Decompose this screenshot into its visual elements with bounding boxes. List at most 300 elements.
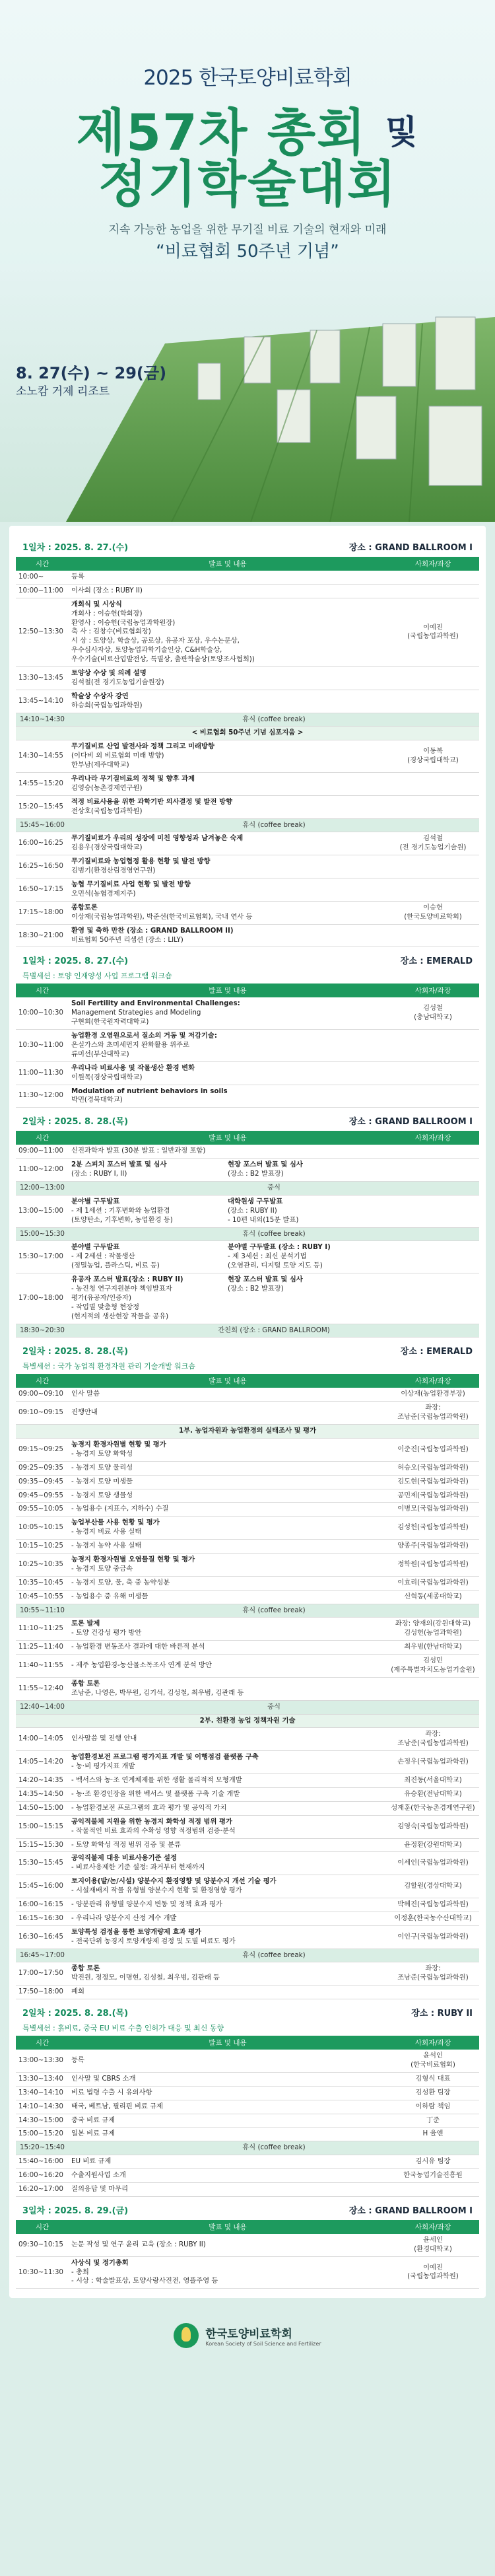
schedule-room: 장소 : GRAND BALLROOM I — [348, 1117, 473, 1127]
chair-cell: 손정우(국립농업과학원) — [387, 1751, 479, 1774]
chair-cell — [387, 1085, 479, 1108]
table-row — [16, 2086, 479, 2100]
event-venue: 소노캄 거제 리조트 — [16, 385, 110, 398]
program-area — [0, 522, 495, 2298]
schedule-note: 특별세션 : 흙비료, 중국 EU 비료 수출 인허가 대응 및 최신 동향 — [22, 2024, 224, 2033]
table-row — [16, 1402, 479, 1425]
session-row — [16, 1425, 479, 1439]
table-header-row — [16, 984, 479, 997]
content-cell: - 농업용수 (지표수, 지하수) 수질 — [69, 1503, 387, 1517]
table-row — [16, 878, 479, 902]
time-cell: 13:30~13:40 — [16, 2072, 69, 2086]
time-cell: 12:40~14:00 — [16, 1700, 69, 1714]
chair-cell — [387, 1677, 479, 1700]
time-cell: 09:45~09:55 — [16, 1489, 69, 1503]
chair-cell: 윤정환(강원대학교) — [387, 1838, 479, 1852]
content-cell: - 농경지 토양 물리성 — [69, 1461, 387, 1475]
content-cell: 우리나라 무기질비료의 정책 및 향후 과제 김영승(농촌경제연구원) — [69, 773, 387, 796]
two-column-content — [71, 1198, 384, 1225]
time-cell: 14:55~15:20 — [16, 773, 69, 796]
hero-subtitle: 지속 가능한 농업을 위한 무기질 비료 기술의 현재와 미래 — [108, 223, 387, 236]
chair-cell: 최우범(한남대학교) — [387, 1641, 479, 1655]
content-cell: 인사말 및 CBRS 소개 — [69, 2072, 387, 2086]
time-cell: 14:35~14:50 — [16, 1787, 69, 1801]
table-row — [16, 924, 479, 947]
schedule-header — [16, 1338, 479, 1361]
time-cell: 10:00~10:30 — [16, 997, 69, 1029]
table-header-row — [16, 1131, 479, 1145]
table-row — [16, 901, 479, 924]
time-cell: 16:20~17:00 — [16, 2182, 69, 2196]
column-header: 사회자/좌장 — [387, 1131, 479, 1145]
chair-cell: 한국농업기술진흥원 — [387, 2169, 479, 2183]
time-cell: 09:25~09:35 — [16, 1461, 69, 1475]
event-date: 8. 27(수) ~ 29(금) — [16, 364, 167, 382]
table-row — [16, 1986, 479, 1999]
time-cell: 18:30~20:30 — [16, 1324, 69, 1338]
break-row — [16, 1949, 479, 1962]
content-cell: 환영 및 축하 만찬 (장소 : GRAND BALLROOM II) 비료협회 50주년 리셉션 (장소 : LILY) — [69, 924, 387, 947]
schedule-table — [16, 1374, 479, 1999]
hero-top-line: 2025 한국토양비료학회 — [143, 66, 352, 90]
chair-cell: 이병모(국립농업과학원) — [387, 1503, 479, 1517]
time-cell: 10:25~10:35 — [16, 1554, 69, 1577]
chair-cell — [387, 1986, 479, 1999]
content-cell: 토양특성 검정을 통한 토양개량제 효과 평가 - 전국단위 농경지 토양개량제 검정 및 도별 비료도 평가 — [69, 1925, 387, 1949]
time-cell: 16:00~16:25 — [16, 832, 69, 855]
society-name-en: Korean Society of Soil Science and Fertilizer — [205, 2341, 321, 2347]
break-cell: 휴식 (coffee break) — [69, 1949, 479, 1962]
schedule-day: 1일차 : 2025. 8. 27.(수) — [22, 543, 129, 553]
chair-cell: 좌장: 조남준(국립농업과학원) — [387, 1402, 479, 1425]
table-row — [16, 1061, 479, 1085]
content-cell: 농경지 환경자원별 현황 및 평가 - 농경지 토양 화학성 — [69, 1439, 387, 1462]
break-cell: 휴식 (coffee break) — [69, 818, 479, 832]
time-cell: 13:40~14:10 — [16, 2086, 69, 2100]
two-column-content — [71, 1243, 384, 1271]
time-cell: 10:00~11:00 — [16, 584, 69, 598]
chair-cell: 이정훈(한국농수산대학교) — [387, 1912, 479, 1925]
time-cell: 15:40~16:00 — [16, 2155, 69, 2169]
column-header: 시간 — [16, 1374, 69, 1388]
break-row — [16, 818, 479, 832]
hero-title-1: 제57차 총회 및 — [76, 103, 419, 162]
chair-cell: 김성헌(국립농업과학원) — [387, 1517, 479, 1540]
table-row — [16, 571, 479, 584]
chair-cell: 김형식 대표 — [387, 2072, 479, 2086]
table-row — [16, 1085, 479, 1108]
content-cell: 농경지 환경자원별 오염물질 현황 및 평가 - 농경지 토양 중금속 — [69, 1554, 387, 1577]
chair-cell: 성재훈(한국농촌경제연구원) — [387, 1801, 479, 1815]
time-cell: 10:00~ — [16, 571, 69, 584]
content-cell: 농업환경보전 프로그램 평가지표 개발 및 이행점검 플랫폼 구축 - 농·비 평가지표 개발 — [69, 1751, 387, 1774]
content-cell: 농업부산물 사용 현황 및 평가 - 농경지 비료 사용 실태 — [69, 1517, 387, 1540]
time-cell: 13:45~14:10 — [16, 690, 69, 713]
chair-cell: 이승헌 (한국토양비료학회) — [387, 901, 479, 924]
table-row — [16, 1618, 479, 1641]
schedule-table — [16, 984, 479, 1108]
column-header: 사회자/좌장 — [387, 1374, 479, 1388]
time-cell: 15:00~15:20 — [16, 2128, 69, 2141]
table-row — [16, 855, 479, 878]
table-row — [16, 1801, 479, 1815]
content-cell: 적정 비료사용을 위한 과학기반 의사결정 및 발전 방향 전상호(국립농업과학원) — [69, 795, 387, 818]
schedule-day: 2일차 : 2025. 8. 28.(목) — [22, 2009, 129, 2019]
chair-cell: 김도현(국립농업과학원) — [387, 1475, 479, 1489]
content-cell: 공익적불체 지원을 위한 농경지 화학성 적정 범위 평가 - 작물적인 비료 효과의 수확성 영향 적정범위 검증·분석 — [69, 1815, 387, 1838]
chair-cell — [387, 584, 479, 598]
schedule-note: 특별세션 : 토양 인재양성 사업 프로그램 워크숍 — [22, 972, 172, 981]
table-row — [16, 1751, 479, 1774]
break-cell: 휴식 (coffee break) — [69, 1604, 479, 1618]
time-cell: 09:15~09:25 — [16, 1439, 69, 1462]
time-cell: 15:45~16:00 — [16, 818, 69, 832]
content-cell: 일본 비료 규제 — [69, 2128, 387, 2141]
table-row — [16, 1273, 479, 1324]
schedule-table — [16, 2220, 479, 2289]
content-cell: - 농업환경보전 프로그램의 효과 평가 및 공익적 가치 — [69, 1801, 387, 1815]
time-cell: 14:50~15:00 — [16, 1801, 69, 1815]
content-cell: 태국, 베트남, 필리핀 비료 규제 — [69, 2100, 387, 2114]
table-row — [16, 997, 479, 1029]
chair-cell — [387, 1195, 479, 1227]
content-column: 유공자 포스터 발표(장소 : RUBY II) - 농진청 연구지원분야 책임발표자 평가(유공자/인증자) - 작업별 맞춤형 현장정 (현지적의 생산현장 작물을 공유) — [71, 1275, 183, 1320]
time-cell: 14:10~14:30 — [16, 2100, 69, 2114]
content-column: 분야별 구두발표 (장소 : RUBY I) - 제 3세션 : 최신 분석기법 (오염관리, 디지털 토양 지도 등) — [228, 1243, 331, 1270]
table-row — [16, 1554, 479, 1577]
table-row — [16, 2072, 479, 2086]
break-row — [16, 713, 479, 727]
column-header: 사회자/좌장 — [387, 2220, 479, 2234]
time-cell: 15:45~16:00 — [16, 1875, 69, 1898]
column-header: 시간 — [16, 557, 69, 571]
break-row — [16, 2141, 479, 2155]
content-cell: - 농경지 농약 사용 실태 — [69, 1540, 387, 1554]
table-row — [16, 832, 479, 855]
content-cell: 이사회 (장소 : RUBY II) — [69, 584, 387, 598]
break-cell: 휴식 (coffee break) — [69, 2141, 479, 2155]
time-cell: 09:10~09:15 — [16, 1402, 69, 1425]
table-row — [16, 1655, 479, 1678]
content-cell: 무기질비료 산업 발전사와 정책 그리고 미래방향 (이다비 외 비료협회 미래 방향) 한부남(제주대학교) — [69, 740, 387, 773]
chair-cell: 김성철 (충남대학교) — [387, 997, 479, 1029]
schedule-day: 3일차 : 2025. 8. 29.(금) — [22, 2205, 129, 2216]
column-header: 시간 — [16, 1131, 69, 1145]
time-cell: 15:20~15:45 — [16, 795, 69, 818]
content-cell: 사상식 및 정기총회 - 총회 - 시상 : 학술발표상, 토양사랑사진전, 영플주영 등 — [69, 2256, 387, 2289]
table-row — [16, 690, 479, 713]
content-cell: 무기질비료와 농업협정 활용 현황 및 발전 방향 김범기(환경산림경영연구원) — [69, 855, 387, 878]
content-cell: - 농경지 토양 미생물 — [69, 1475, 387, 1489]
schedule-note: 특별세션 : 국가 농업적 환경자원 관리 기술개발 워크숍 — [22, 1362, 195, 1371]
content-cell: 토지이용(밭/논/시설) 양분수지 환경영향 및 양분수지 개선 기술 평가 - 시설재배지 작물 유형별 양분수지 현황 및 환경영향 평가 — [69, 1875, 387, 1898]
time-cell: 11:30~12:00 — [16, 1085, 69, 1108]
time-cell: 16:15~16:30 — [16, 1912, 69, 1925]
time-cell: 15:30~17:00 — [16, 1241, 69, 1273]
hero-quote: “비료협회 50주년 기념” — [156, 242, 339, 262]
column-header: 발표 및 내용 — [69, 2220, 387, 2234]
time-cell: 14:10~14:30 — [16, 713, 69, 727]
chair-cell: 양종주(국립농업과학원) — [387, 1540, 479, 1554]
table-row — [16, 1875, 479, 1898]
table-row — [16, 1774, 479, 1788]
time-cell: 15:20~15:40 — [16, 2141, 69, 2155]
time-cell: 17:50~18:00 — [16, 1986, 69, 1999]
column-header: 발표 및 내용 — [69, 1131, 387, 1145]
time-cell: 15:15~15:30 — [16, 1838, 69, 1852]
table-row — [16, 1145, 479, 1158]
chair-cell: 이예진 (국립농업과학원) — [387, 598, 479, 666]
table-row — [16, 2169, 479, 2183]
chair-cell — [387, 1145, 479, 1158]
schedule-table — [16, 1131, 479, 1338]
table-row — [16, 1590, 479, 1604]
table-row — [16, 1489, 479, 1503]
chair-cell — [387, 690, 479, 713]
chair-cell — [387, 1030, 479, 1062]
table-row — [16, 584, 479, 598]
time-cell: 13:30~13:45 — [16, 667, 69, 690]
time-cell: 10:05~10:15 — [16, 1517, 69, 1540]
break-cell: 중식 — [69, 1181, 479, 1195]
break-cell: 휴식 (coffee break) — [69, 713, 479, 727]
time-cell: 11:55~12:40 — [16, 1677, 69, 1700]
chair-cell — [387, 924, 479, 947]
time-cell: 14:20~14:35 — [16, 1774, 69, 1788]
chair-cell — [387, 1159, 479, 1182]
chair-cell — [387, 1273, 479, 1324]
time-cell: 17:15~18:00 — [16, 901, 69, 924]
content-cell — [69, 1241, 387, 1273]
content-cell: 공익직불제 대응 비료사용기준 설정 - 비료사용제한 기준 설정: 과거부터 현재까지 — [69, 1852, 387, 1875]
table-row — [16, 2114, 479, 2128]
time-cell: 10:35~10:45 — [16, 1576, 69, 1590]
schedule-room: 장소 : GRAND BALLROOM I — [348, 2205, 473, 2216]
time-cell: 13:00~13:30 — [16, 2050, 69, 2072]
chair-cell: 이동복 (경상국립대학교) — [387, 740, 479, 773]
time-cell: 16:00~16:15 — [16, 1898, 69, 1912]
break-row — [16, 1604, 479, 1618]
chair-cell — [387, 1061, 479, 1085]
chair-cell — [387, 795, 479, 818]
chair-cell — [387, 878, 479, 902]
chair-cell — [387, 667, 479, 690]
content-cell: - 우리나라 양분수지 산정 계수 개발 — [69, 1912, 387, 1925]
chair-cell — [387, 2182, 479, 2196]
chair-cell — [387, 1241, 479, 1273]
column-header: 발표 및 내용 — [69, 557, 387, 571]
chair-cell: 좌장: 양재의(강원대학교) 김성헌(농업과학원) — [387, 1618, 479, 1641]
table-row — [16, 1388, 479, 1401]
table-row — [16, 1461, 479, 1475]
chair-cell: 이상재(농업환경부장) — [387, 1388, 479, 1401]
content-cell: 질의응답 및 마무리 — [69, 2182, 387, 2196]
program-card — [9, 526, 486, 2298]
table-row — [16, 1195, 479, 1227]
time-cell: 11:00~11:30 — [16, 1061, 69, 1085]
table-row — [16, 2050, 479, 2072]
schedule-header — [16, 2197, 479, 2220]
schedule-header — [16, 947, 479, 970]
content-column: 2분 스피치 포스터 발표 및 심사 (장소 : RUBY I, II) — [71, 1161, 167, 1178]
content-cell: - 농·조 환경인장을 위한 벡서스 및 플랫폼 구축 기술 개발 — [69, 1787, 387, 1801]
content-column: 현장 포스터 발표 및 심사 (장소 : B2 발표장) — [228, 1275, 303, 1293]
schedule-header — [16, 534, 479, 557]
schedule-table — [16, 557, 479, 947]
table-row — [16, 740, 479, 773]
table-row — [16, 773, 479, 796]
table-row — [16, 1159, 479, 1182]
content-cell: 신진과학자 발표 (30분 발표 : 일반과정 포함) — [69, 1145, 387, 1158]
chair-cell: H 율엔 — [387, 2128, 479, 2141]
chair-cell: 윤세인 (환경대학교) — [387, 2234, 479, 2256]
column-header: 시간 — [16, 2036, 69, 2050]
table-row — [16, 2128, 479, 2141]
break-cell: < 비료협회 50주년 기념 심포지움 > — [16, 727, 479, 740]
table-row — [16, 2234, 479, 2256]
time-cell: 14:00~14:05 — [16, 1728, 69, 1751]
content-cell: 인사말씀 및 진행 안내 — [69, 1728, 387, 1751]
time-cell: 14:30~15:00 — [16, 2114, 69, 2128]
table-row — [16, 1787, 479, 1801]
content-cell: 논문 작성 및 연구 윤리 교육 (장소 : RUBY II) — [69, 2234, 387, 2256]
chair-cell: 신혁동(세종대학교) — [387, 1590, 479, 1604]
time-cell: 12:50~13:30 — [16, 598, 69, 666]
table-row — [16, 1728, 479, 1751]
column-header: 사회자/좌장 — [387, 984, 479, 997]
content-cell: - 제주 농업환경-농산물소독조사 연계 분석 방안 — [69, 1655, 387, 1678]
break-cell: 1부. 농업자원과 농업환경의 실태조사 및 평가 — [16, 1425, 479, 1439]
content-cell: - 농경지 토양, 물, 축 중 농약성분 — [69, 1576, 387, 1590]
time-cell: 12:00~13:00 — [16, 1181, 69, 1195]
table-header-row — [16, 557, 479, 571]
chair-cell: 이하람 책임 — [387, 2100, 479, 2114]
content-cell: 토양상 수상 및 의례 설명 김석철(전 경기도농업기술원장) — [69, 667, 387, 690]
break-row — [16, 1227, 479, 1241]
column-header: 사회자/좌장 — [387, 2036, 479, 2050]
content-cell: 중국 비료 규제 — [69, 2114, 387, 2128]
chair-cell: 최진동(서울대학교) — [387, 1774, 479, 1788]
chair-cell: 김할원(경상대학교) — [387, 1875, 479, 1898]
schedule-day: 1일차 : 2025. 8. 27.(수) — [22, 956, 129, 967]
time-cell: 16:00~16:20 — [16, 2169, 69, 2183]
hero-title-2: 정기학술대회 — [98, 155, 397, 213]
table-row — [16, 1925, 479, 1949]
break-row — [16, 1700, 479, 1714]
schedule-day: 2일차 : 2025. 8. 28.(목) — [22, 1347, 129, 1357]
schedule-header — [16, 1108, 479, 1131]
content-cell: - 농업용수 중 유해 미생물 — [69, 1590, 387, 1604]
time-cell: 17:00~18:00 — [16, 1273, 69, 1324]
chair-cell: 김시유 팀장 — [387, 2155, 479, 2169]
content-cell: 농협 무기질비료 사업 현황 및 발전 방향 오민석(농협경제지주) — [69, 878, 387, 902]
table-row — [16, 1475, 479, 1489]
content-cell: 등록 — [69, 2050, 387, 2072]
time-cell: 15:30~15:45 — [16, 1852, 69, 1875]
content-cell: 종합 토론 박진원, 정정모, 이명현, 김성철, 최우범, 김관래 등 — [69, 1962, 387, 1986]
break-cell: 중식 — [69, 1700, 479, 1714]
session-row — [16, 727, 479, 740]
column-header: 발표 및 내용 — [69, 984, 387, 997]
content-cell: Modulation of nutrient behaviors in soils 박민(경북대학교) — [69, 1085, 387, 1108]
footer — [0, 2307, 495, 2377]
content-column: 분야별 구두발표 - 제 1세션 : 기후변화와 농업환경 (토양탄소, 기후변화, 농업환경 등) — [71, 1197, 173, 1224]
table-header-row — [16, 2036, 479, 2050]
schedule-room: 장소 : EMERALD — [400, 1347, 473, 1357]
time-cell: 09:00~09:10 — [16, 1388, 69, 1401]
time-cell: 09:00~11:00 — [16, 1145, 69, 1158]
content-cell: - 양분관리 유형별 양분수지 변동 및 정책 효과 평가 — [69, 1898, 387, 1912]
break-cell: 간친회 (장소 : GRAND BALLROOM) — [69, 1324, 479, 1338]
column-header: 발표 및 내용 — [69, 2036, 387, 2050]
time-cell: 10:15~10:25 — [16, 1540, 69, 1554]
chair-cell: 좌장: 조남준(국립농업과학원) — [387, 1962, 479, 1986]
time-cell: 17:00~17:50 — [16, 1962, 69, 1986]
table-row — [16, 1641, 479, 1655]
table-row — [16, 2182, 479, 2196]
content-cell: 인사 말씀 — [69, 1388, 387, 1401]
chair-cell: 공민제(국립농업과학원) — [387, 1489, 479, 1503]
table-row — [16, 1838, 479, 1852]
break-cell: 2부. 친환경 농업 정책자원 기술 — [16, 1714, 479, 1728]
time-cell: 09:35~09:45 — [16, 1475, 69, 1489]
chair-cell: 이세인(국립농업과학원) — [387, 1852, 479, 1875]
content-cell: 학술상 수상자 강연 하승희(국립농업과학원) — [69, 690, 387, 713]
column-header: 사회자/좌장 — [387, 557, 479, 571]
table-row — [16, 2155, 479, 2169]
table-row — [16, 1912, 479, 1925]
chair-cell: 이준진(국립농업과학원) — [387, 1439, 479, 1462]
table-row — [16, 1503, 479, 1517]
time-cell: 15:00~15:30 — [16, 1227, 69, 1241]
content-cell: - 농업환경 변동조사 결과에 대한 바른적 분석 — [69, 1641, 387, 1655]
content-cell: 종합토론 이상재(국립농업과학원), 박준선(한국비료협회), 국내 연사 등 — [69, 901, 387, 924]
content-cell: 비료 법령 수출 시 유의사항 — [69, 2086, 387, 2100]
chair-cell: 김석철 (전 경기도농업기술원) — [387, 832, 479, 855]
time-cell: 18:30~21:00 — [16, 924, 69, 947]
chair-cell: 이효리(국립농업과학원) — [387, 1576, 479, 1590]
table-row — [16, 2256, 479, 2289]
chair-cell: 좌장: 조남준(국립농업과학원) — [387, 1728, 479, 1751]
logo-mark-icon — [174, 2323, 199, 2348]
two-column-content — [71, 1275, 384, 1321]
table-row — [16, 1576, 479, 1590]
time-cell: 14:05~14:20 — [16, 1751, 69, 1774]
chair-cell: 윤석인 (한국비료협회) — [387, 2050, 479, 2072]
chair-cell: 정학원(국립농업과학원) — [387, 1554, 479, 1577]
time-cell: 10:45~10:55 — [16, 1590, 69, 1604]
break-row — [16, 1181, 479, 1195]
table-row — [16, 1439, 479, 1462]
content-cell: 수출지원사업 소개 — [69, 2169, 387, 2183]
table-row — [16, 795, 479, 818]
time-cell: 11:40~11:55 — [16, 1655, 69, 1678]
content-column: 분야별 구두발표 - 제 2세션 : 작물생산 (정밀농업, 플라스틱, 비료 등) — [71, 1243, 160, 1270]
time-cell: 16:45~17:00 — [16, 1949, 69, 1962]
society-name: 한국토양비료학회 — [205, 2328, 292, 2342]
time-cell: 10:55~11:10 — [16, 1604, 69, 1618]
chair-cell: 허승오(국립농업과학원) — [387, 1461, 479, 1475]
time-cell: 10:30~11:00 — [16, 1030, 69, 1062]
society-logo — [174, 2323, 321, 2348]
content-cell: - 농경지 토양 생물성 — [69, 1489, 387, 1503]
table-row — [16, 1241, 479, 1273]
time-cell: 11:10~11:25 — [16, 1618, 69, 1641]
content-cell: 진행안내 — [69, 1402, 387, 1425]
content-column: 현장 포스터 발표 및 심사 (장소 : B2 발표장) — [228, 1161, 303, 1178]
chair-cell: 김성민 (제주특별자치도농업기술원) — [387, 1655, 479, 1678]
content-cell: Soil Fertility and Environmental Challenges: Management Strategies and Modeling 구현희(한국원자력대학교) — [69, 997, 387, 1029]
